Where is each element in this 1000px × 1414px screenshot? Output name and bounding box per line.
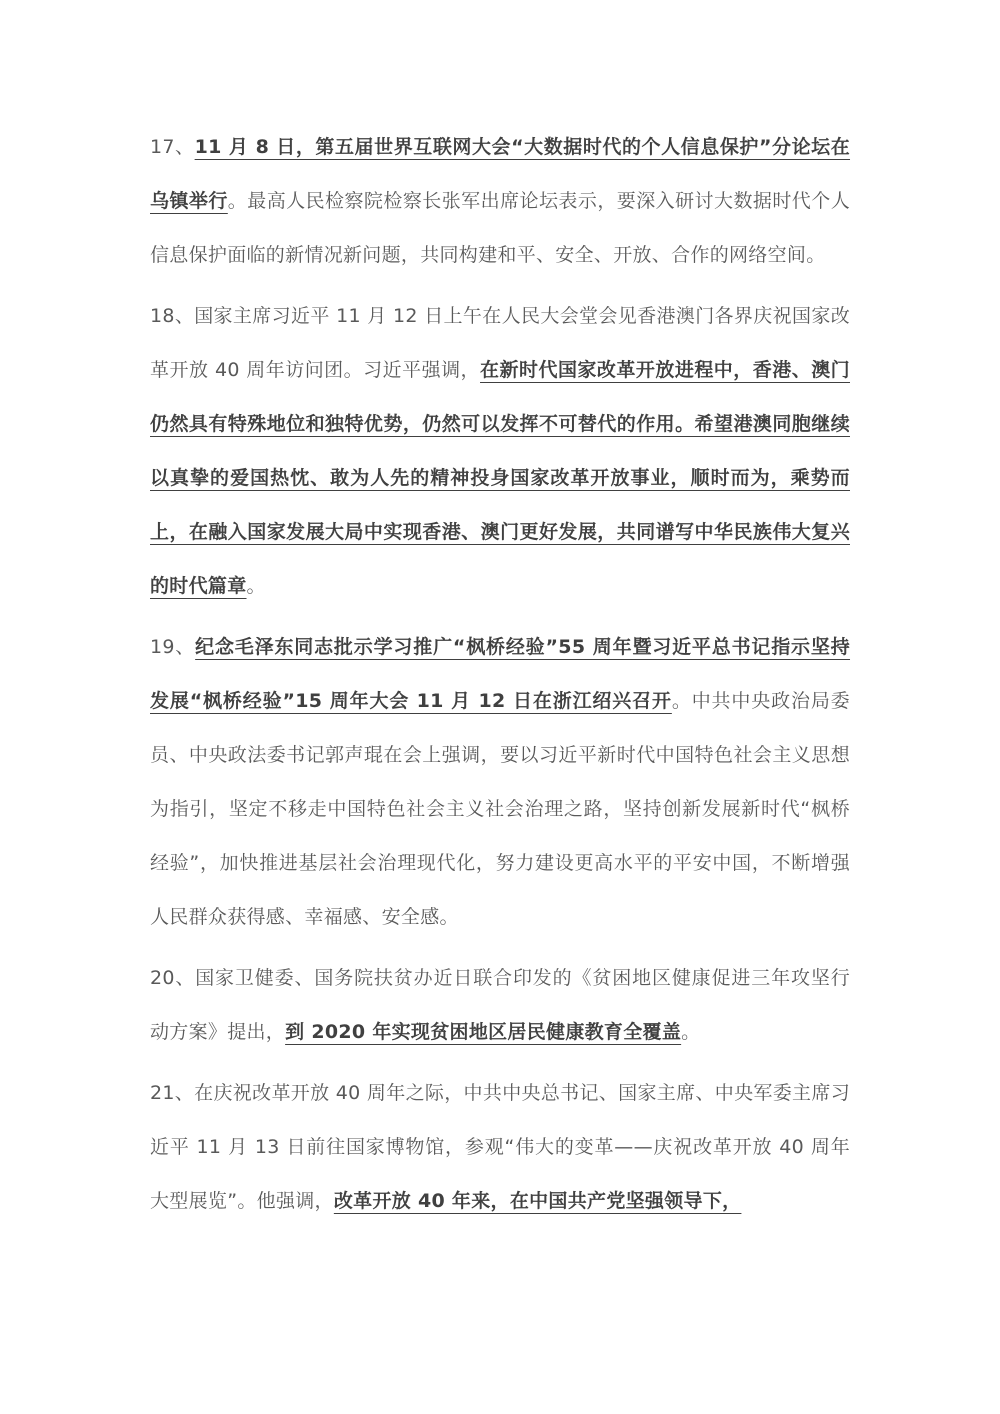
news-item-17	[150, 120, 850, 282]
item-emphasis: 纪念毛泽东同志批示学习推广“枫桥经验”55 周年暨习近平总书记指示坚持发展“枫桥经验”15 周年大会 11 月 12 日在浙江绍兴召开	[150, 636, 851, 712]
item-emphasis: 到 2020 年实现贫困地区居民健康教育全覆盖	[285, 1021, 682, 1043]
item-text: 在庆祝改革开放 40 周年之际，中共中央总书记、国家主席、中央军委主席习近平 11 月 13 日前往国家博物馆，参观“伟大的变革——庆祝改革开放 40 周年大型展览”。他强调，	[150, 1082, 851, 1212]
item-emphasis: 11 月 8 日，第五届世界互联网大会“大数据时代的个人信息保护”分论坛在乌镇举行	[150, 136, 851, 212]
item-text: 国家主席习近平 11 月 12 日上午在人民大会堂会见香港澳门各界庆祝国家改革开放 40 周年访问团。习近平强调，	[150, 305, 851, 381]
news-item-18	[150, 289, 850, 613]
news-item-20	[150, 951, 850, 1059]
news-item-21	[150, 1066, 850, 1228]
item-text: 。最高人民检察院检察长张军出席论坛表示，要深入研讨大数据时代个人信息保护面临的新情况新问题，共同构建和平、安全、开放、合作的网络空间。	[150, 190, 850, 266]
document-page	[150, 120, 850, 1235]
item-text: 。	[246, 575, 266, 597]
item-emphasis: 在新时代国家改革开放进程中，香港、澳门仍然具有特殊地位和独特优势，仍然可以发挥不可替代的作用。希望港澳同胞继续以真挚的爱国热忱、敢为人先的精神投身国家改革开放事业，顺时而为，乘势而上，在融入国家发展大局中实现香港、澳门更好发展，共同谱写中华民族伟大复兴的时代篇章	[150, 359, 850, 597]
news-item-19	[150, 620, 850, 944]
item-number: 20、	[150, 967, 196, 989]
item-number: 18、	[150, 305, 195, 327]
item-text: 国家卫健委、国务院扶贫办近日联合印发的《贫困地区健康促进三年攻坚行动方案》提出，	[150, 967, 851, 1043]
item-number: 21、	[150, 1082, 195, 1104]
item-text: 。	[681, 1021, 701, 1043]
item-number: 17、	[150, 136, 195, 158]
item-text: 。中共中央政治局委员、中央政法委书记郭声琨在会上强调，要以习近平新时代中国特色社会主义思想为指引，坚定不移走中国特色社会主义社会治理之路，坚持创新发展新时代“枫桥经验”，加快推进基层社会治理现代化，努力建设更高水平的平安中国，不断增强人民群众获得感、幸福感、安全感。	[150, 690, 850, 928]
item-number: 19、	[150, 636, 196, 658]
item-emphasis: 改革开放 40 年来，在中国共产党坚强领导下，	[333, 1190, 742, 1212]
